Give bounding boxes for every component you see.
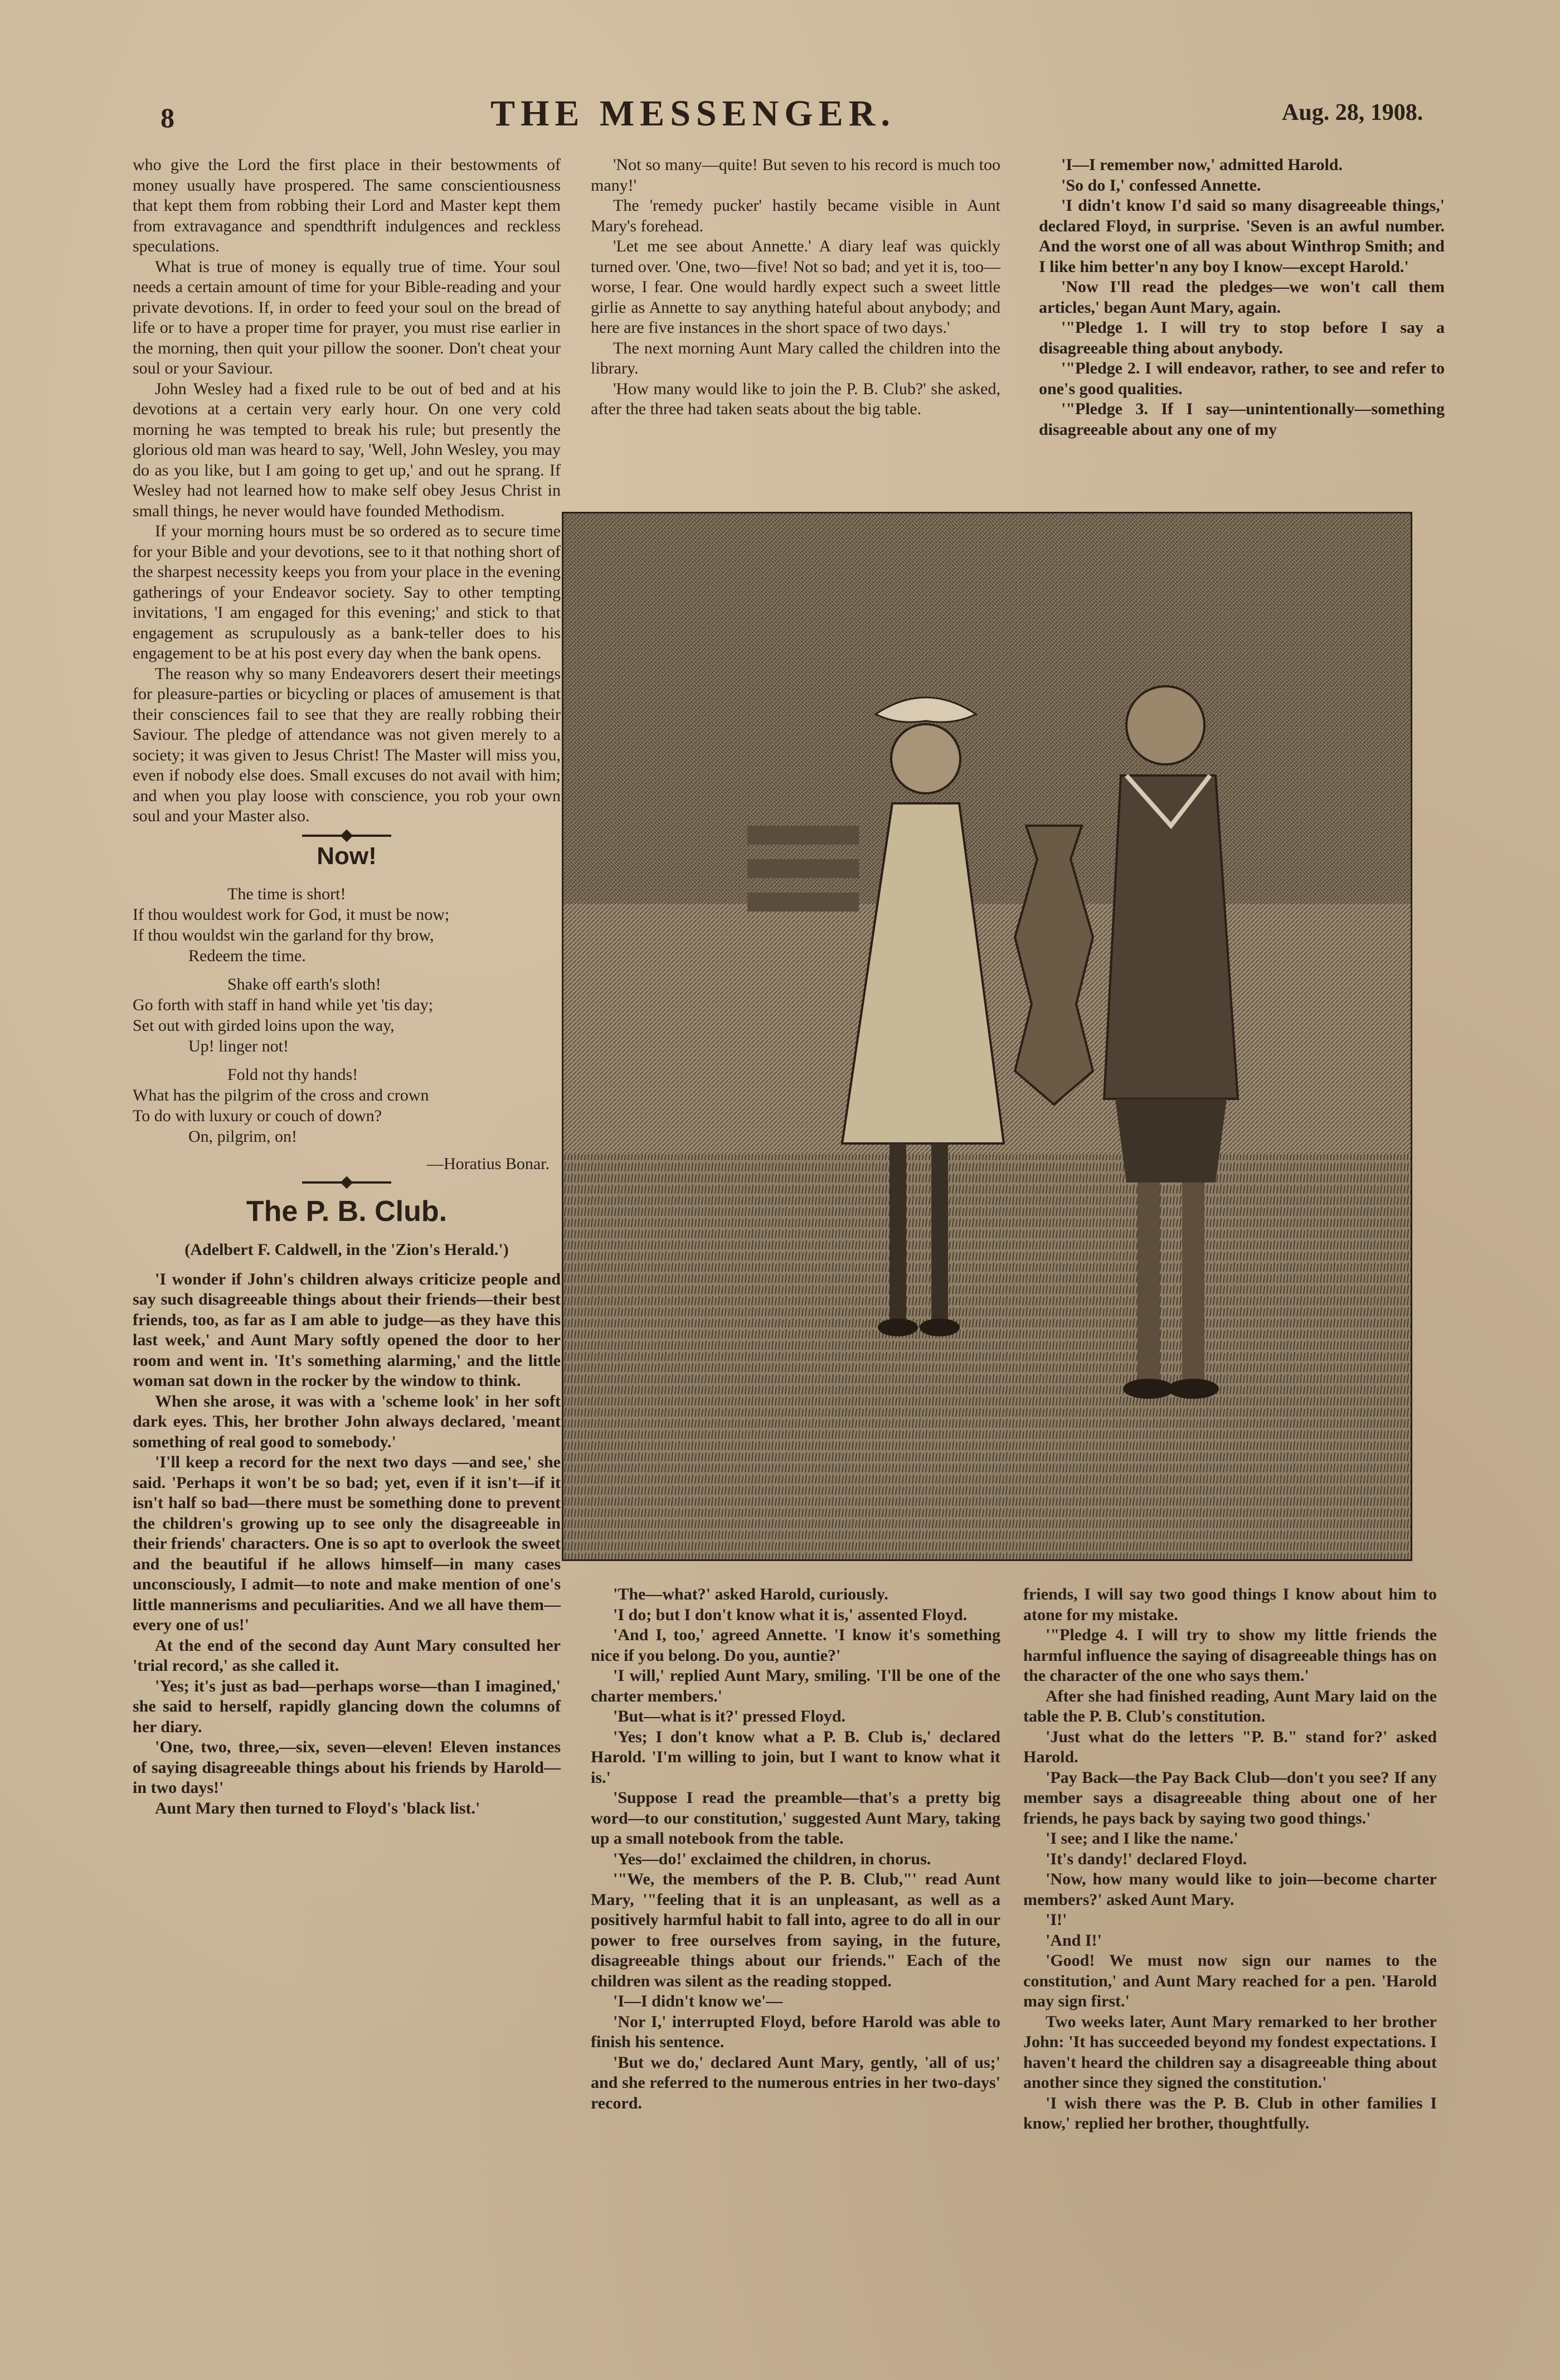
story-paragraph: '"Pledge 2. I will endeavor, rather, to see and refer to one's good qualities. bbox=[1039, 359, 1445, 398]
story-paragraph: The 'remedy pucker' hastily became visible in Aunt Mary's forehead. bbox=[591, 196, 1000, 235]
article-paragraph: What is true of money is equally true of time. Your soul needs a certain amount of time for your Bible-reading and your private devotions. If, in order to feed your soul on the bread of life or to have a proper time for prayer, you must rise earlier in the morning, then quit your pillow the sooner. Don't cheat your soul or your Saviour. bbox=[133, 257, 561, 377]
story-paragraph: '"Pledge 4. I will try to show my little friends the harmful influence the saying of disagreeable things has on the character of the one who says them.' bbox=[1023, 1626, 1437, 1685]
poem-stanza bbox=[133, 884, 561, 966]
article-paragraph: The reason why so many Endeavorers desert their meetings for pleasure-parties or bicycling or places of amusement is that their consciences fail to see that they are really robbing their Saviour. The pledge of attendance was not given merely to a society; it was given to Jesus Christ! The Master will miss you, even if nobody else does. Small excuses do not avail with him; and when you play loose with conscience, you rob your own soul and your Master also. bbox=[133, 664, 561, 825]
story-paragraph: 'The—what?' asked Harold, curiously. bbox=[613, 1585, 888, 1603]
story-paragraph: 'I see; and I like the name.' bbox=[1046, 1829, 1238, 1848]
column-right-bottom bbox=[1023, 1584, 1437, 2134]
poem-author: —Horatius Bonar. bbox=[427, 1154, 550, 1173]
poem-line: Redeem the time. bbox=[188, 946, 306, 965]
story-paragraph: '"Pledge 1. I will try to stop before I say a disagreeable thing about anybody. bbox=[1039, 318, 1445, 357]
poem-stanza bbox=[133, 1064, 561, 1147]
story-paragraph: 'I wonder if John's children always criticize people and say such disagreeable things about their friends—their best friends, too, as far as I am able to judge—as they have this last week,' and Aunt Mary softly opened the door to her room and went in. 'It's something alarming,' and the little woman sat down in the rocker by the window to think. bbox=[133, 1269, 561, 1390]
story-paragraph: 'I—I didn't know we'— bbox=[613, 1992, 783, 2010]
story-paragraph: 'I will,' replied Aunt Mary, smiling. 'I'll be one of the charter members.' bbox=[591, 1666, 1000, 1705]
poem-line: The time is short! bbox=[227, 884, 346, 903]
story-paragraph: The next morning Aunt Mary called the children into the library. bbox=[591, 338, 1000, 377]
poem-line: If thou wouldest work for God, it must be now; bbox=[133, 905, 450, 924]
column-right-top bbox=[1039, 155, 1445, 440]
section-divider bbox=[302, 835, 391, 837]
story-paragraph: '"We, the members of the P. B. Club,"' read Aunt Mary, '"feeling that it is an unpleasant, as well as a positively harmful habit to fall into, agree to do all in our power to free ourselves from saying, in the future, disagreeable things about our friends." Each of the children was silent as the reading stopped. bbox=[591, 1870, 1000, 1990]
story-paragraph: 'One, two, three,—six, seven—eleven! Eleven instances of saying disagreeable things about his friends by Harold—in two days!' bbox=[133, 1738, 561, 1797]
story-title: The P. B. Club. bbox=[246, 1195, 448, 1228]
story-illustration bbox=[562, 512, 1412, 1561]
story-paragraph: 'Not so many—quite! But seven to his record is much too many!' bbox=[591, 156, 1000, 195]
story-paragraph: 'I!' bbox=[1046, 1911, 1067, 1929]
story-paragraph: 'And I, too,' agreed Annette. 'I know it's something nice if you belong. Do you, auntie?' bbox=[591, 1626, 1000, 1665]
story-paragraph: 'I wish there was the P. B. Club in other families I know,' replied her brother, thoughtfully. bbox=[1023, 2093, 1437, 2132]
section-divider bbox=[302, 1181, 391, 1184]
story-paragraph: 'I do; but I don't know what it is,' assented Floyd. bbox=[613, 1605, 968, 1624]
story-paragraph: 'Just what do the letters "P. B." stand for?' asked Harold. bbox=[1023, 1727, 1437, 1766]
column-middle-top bbox=[591, 155, 1000, 420]
story-paragraph: 'Yes; it's just as bad—perhaps worse—than I imagined,' she said to herself, rapidly glancing down the columns of her diary. bbox=[133, 1676, 561, 1736]
story-paragraph: After she had finished reading, Aunt Mary laid on the table the P. B. Club's constitution. bbox=[1023, 1686, 1437, 1725]
story-paragraph: friends, I will say two good things I know about him to atone for my mistake. bbox=[1023, 1585, 1437, 1624]
poem-line: Up! linger not! bbox=[188, 1036, 289, 1055]
story-paragraph: At the end of the second day Aunt Mary consulted her 'trial record,' as she called it. bbox=[133, 1636, 561, 1675]
story-paragraph: 'I—I remember now,' admitted Harold. bbox=[1061, 156, 1343, 174]
column-left bbox=[133, 155, 561, 1819]
story-paragraph: 'Now, how many would like to join—become charter members?' asked Aunt Mary. bbox=[1023, 1870, 1437, 1909]
story-paragraph: 'I'll keep a record for the next two days —and see,' she said. 'Perhaps it won't be so bad; yet, even if it isn't—if it isn't half so bad—there must be something done to prevent the children's growing up to see only the disagreeable in their friends' characters. One is so apt to overlook the sweet and the beautiful if he allows himself—in many cases unconsciously, I admit—to note and make mention of one's little mannerisms and peculiarities. And we all have them—every one of us!' bbox=[133, 1453, 561, 1634]
column-middle-bottom bbox=[591, 1584, 1000, 2114]
story-paragraph: 'It's dandy!' declared Floyd. bbox=[1046, 1849, 1247, 1868]
poem-line: Go forth with staff in hand while yet 'tis day; bbox=[133, 995, 433, 1014]
article-paragraph: If your morning hours must be so ordered as to secure time for your Bible and your devotions, see to it that nothing short of the sharpest necessity keeps you from your place in the evening gatherings of your Endeavor society. Say to other tempting invitations, 'I am engaged for this evening;' and stick to that engagement as scrupulously as a bank-teller does to his engagement to be at his post every day when the bank opens. bbox=[133, 522, 561, 662]
story-paragraph: 'But we do,' declared Aunt Mary, gently, 'all of us;' and she referred to the numerous entries in her two-days' record. bbox=[591, 2053, 1000, 2112]
poem-stanza bbox=[133, 974, 561, 1056]
article-paragraph: who give the Lord the first place in their bestowments of money usually have prospered. The same conscientiousness that kept them from robbing their Lord and Master kept them from extravagance and spendthrift indulgences and reckless speculations. bbox=[133, 156, 561, 255]
story-paragraph: Two weeks later, Aunt Mary remarked to her brother John: 'It has succeeded beyond my fondest expectations. I haven't heard the children say a disagreeable thing about another since they signed the constitution.' bbox=[1023, 2012, 1437, 2092]
story-paragraph: 'Nor I,' interrupted Floyd, before Harold was able to finish his sentence. bbox=[591, 2012, 1000, 2051]
story-paragraph: 'Pay Back—the Pay Back Club—don't you see? If any member says a disagreeable thing about one of her friends, he pays back by saying two good things.' bbox=[1023, 1768, 1437, 1828]
story-byline: (Adelbert F. Caldwell, in the 'Zion's Herald.') bbox=[184, 1240, 509, 1259]
story-paragraph: 'Yes; I don't know what a P. B. Club is,' declared Harold. 'I'm willing to join, but I want to know what it is.' bbox=[591, 1727, 1000, 1787]
story-paragraph: 'Now I'll read the pledges—we won't call them articles,' began Aunt Mary, again. bbox=[1039, 278, 1445, 317]
poem-line: If thou wouldst win the garland for thy brow, bbox=[133, 925, 434, 944]
story-paragraph: 'Yes—do!' exclaimed the children, in chorus. bbox=[613, 1849, 931, 1868]
story-paragraph: '"Pledge 3. If I say—unintentionally—something disagreeable about any one of my bbox=[1039, 400, 1445, 439]
poem-line: Fold not thy hands! bbox=[227, 1065, 358, 1084]
story-paragraph: 'Suppose I read the preamble—that's a pretty big word—to our constitution,' suggested Aunt Mary, taking up a small notebook from the table. bbox=[591, 1788, 1000, 1848]
story-paragraph: 'I didn't know I'd said so many disagreeable things,' declared Floyd, in surprise. 'Seven is an awful number. And the worst one of all was about Winthrop Smith; and I like him better'n any boy I know—except Harold.' bbox=[1039, 196, 1445, 276]
poem-line: Set out with girded loins upon the way, bbox=[133, 1016, 395, 1035]
poem-line: On, pilgrim, on! bbox=[188, 1127, 297, 1146]
story-paragraph: 'Let me see about Annette.' A diary leaf was quickly turned over. 'One, two—five! Not so bad; and yet it is, too—worse, I fear. One would hardly expect such a sweet little girlie as Annette to say anything hateful about anybody; and here are five instances in the short space of two days.' bbox=[591, 237, 1000, 337]
poem-line: To do with luxury or couch of down? bbox=[133, 1106, 382, 1125]
story-paragraph: 'But—what is it?' pressed Floyd. bbox=[613, 1707, 845, 1725]
story-paragraph: Aunt Mary then turned to Floyd's 'black list.' bbox=[155, 1799, 480, 1817]
page-number: 8 bbox=[161, 102, 174, 133]
story-paragraph: 'Good! We must now sign our names to the constitution,' and Aunt Mary reached for a pen. 'Harold may sign first.' bbox=[1023, 1951, 1437, 2010]
poem-line: Shake off earth's sloth! bbox=[227, 975, 381, 993]
masthead-title: THE MESSENGER. bbox=[490, 93, 896, 134]
poem bbox=[133, 842, 561, 1174]
issue-date: Aug. 28, 1908. bbox=[1282, 100, 1423, 125]
story-paragraph: 'So do I,' confessed Annette. bbox=[1061, 176, 1261, 195]
poem-title: Now! bbox=[317, 842, 377, 870]
poem-line: What has the pilgrim of the cross and crown bbox=[133, 1085, 429, 1104]
story-paragraph: 'And I!' bbox=[1046, 1931, 1102, 1950]
illustration-engraving bbox=[563, 513, 1411, 1559]
story-paragraph: 'How many would like to join the P. B. Club?' she asked, after the three had taken seats about the big table. bbox=[591, 379, 1000, 418]
story-paragraph: When she arose, it was with a 'scheme look' in her soft dark eyes. This, her brother John always declared, 'meant something of real good to somebody.' bbox=[133, 1392, 561, 1451]
article-paragraph: John Wesley had a fixed rule to be out of bed and at his devotions at a certain very early hour. On one very cold morning he was tempted to break his rule; but presently the glorious old man was heard to say, 'Well, John Wesley, you may do as you like, but I am going to get up,' and out he sprang. If Wesley had not learned how to make self obey Jesus Christ in small things, he never would have founded Methodism. bbox=[133, 379, 561, 520]
